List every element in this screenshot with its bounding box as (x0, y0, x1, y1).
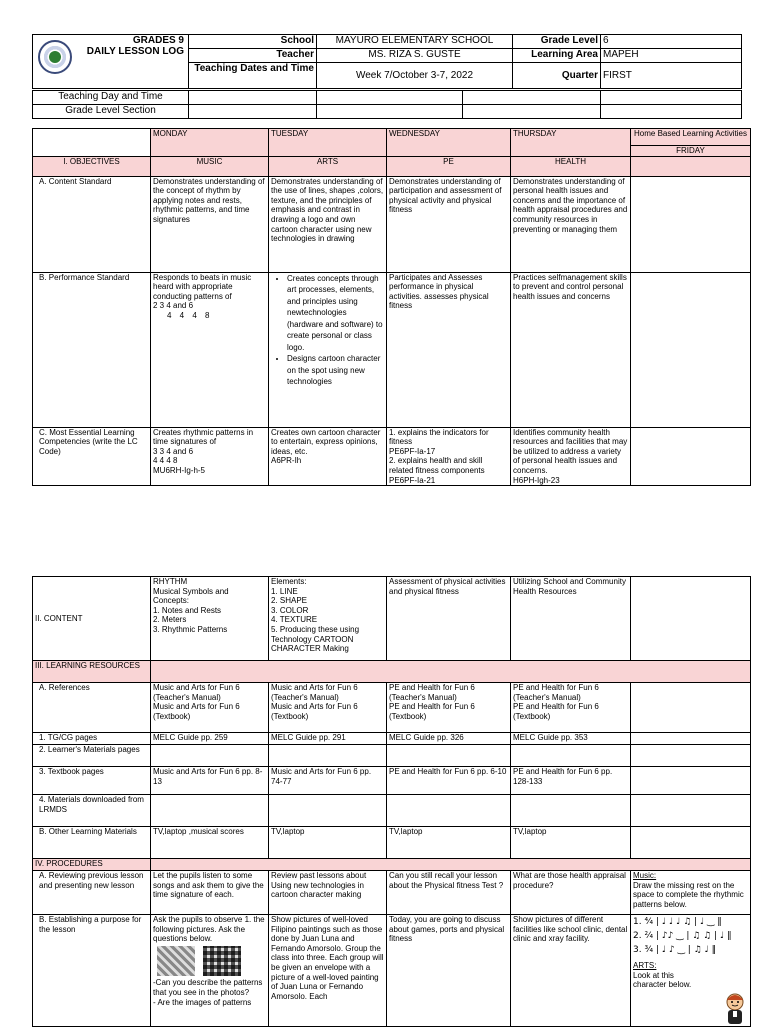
procedure-a-wed: Can you still recall your lesson about the Physical fitness Test ? (387, 871, 511, 915)
day-thursday: THURSDAY (511, 129, 631, 157)
content-tue-line: 2. SHAPE (271, 596, 308, 606)
learning-resources-label: III. LEARNING RESOURCES (33, 661, 151, 683)
competency-thu-code: H6PH-Igh-23 (513, 475, 560, 485)
other-materials-thu: TV,laptop (511, 827, 631, 859)
subject-health: HEALTH (511, 156, 631, 176)
content-standard-wed: Demonstrates understanding of participation and assessment of physical activity and physical fitness (387, 176, 511, 272)
learning-area-label: Learning Area (513, 49, 601, 63)
performance-mon-meter-bottom: 4 4 4 8 (167, 310, 210, 320)
content-standard-label: A. Content Standard (33, 176, 151, 272)
procedure-a-label: A. Reviewing previous lesson and presenting new lesson (33, 871, 151, 915)
textbook-pages-wed: PE and Health for Fun 6 pp. 6-10 (387, 767, 511, 795)
competency-wed-item: 1. explains the indicators for fitness (389, 427, 489, 447)
procedure-a-tue: Review past lessons about Using new technologies in cartoon character making (269, 871, 387, 915)
textbook-pages-thu: PE and Health for Fun 6 pp. 128-133 (511, 767, 631, 795)
ref-tue-item: Music and Arts for Fun 6 (Textbook) (271, 702, 358, 721)
procedure-b-mon-question: - Are the images of patterns (153, 997, 252, 1007)
ref-thu-item: PE and Health for Fun 6 (Textbook) (513, 702, 599, 721)
textbook-pages-label: 3. Textbook pages (33, 767, 151, 795)
ref-thu-item: PE and Health for Fun 6 (Teacher's Manual) (513, 683, 599, 702)
teacher-label: Teacher (189, 49, 317, 63)
ref-wed-item: PE and Health for Fun 6 (Textbook) (389, 702, 475, 721)
subject-music: MUSIC (151, 156, 269, 176)
learners-materials-label: 2. Learner's Materials pages (33, 745, 151, 767)
friday-arts-title: ARTS: (633, 961, 657, 970)
quarter-label: Quarter (513, 63, 601, 89)
pattern-photo-image (157, 946, 195, 976)
subject-arts: ARTS (269, 156, 387, 176)
performance-tue-item: • Creates concepts through art processes, elements, and principles using newtechnologies (hardware and software) to create personal or class logo. (287, 273, 384, 354)
other-materials-wed: TV,laptop (387, 827, 511, 859)
procedure-b-tue: Show pictures of well-loved Filipino paintings such as those done by Juan Luna and Fernando Amorsolo. Group the class into three. Each group will be given an envelope with a picture of a well-loved painting of Juan Luna or Fernando Amorsolo. Each (269, 915, 387, 1027)
header-table (32, 34, 742, 89)
learning-area-value: MAPEH (601, 49, 742, 63)
procedure-a-thu: What are those health appraisal procedure? (511, 871, 631, 915)
content-tue-line: 3. COLOR (271, 605, 309, 615)
grades-heading: GRADES 9 (132, 35, 184, 46)
procedure-b-thu: Show pictures of different facilities like school clinic, dental clinic and xray facility. (511, 915, 631, 1027)
competencies-label: C. Most Essential Learning Competencies (write the LC Code) (33, 427, 151, 486)
content-standard-tue: Demonstrates understanding of the use of lines, shapes ,colors, texture, and the principles of emphasis and contrast in drawing a logo and own cartoon character using new technologies in drawing (269, 176, 387, 272)
performance-mon-meter-top: 2 3 4 and 6 (153, 301, 194, 311)
ref-mon-item: Music and Arts for Fun 6 (Textbook) (153, 702, 240, 721)
tg-pages-wed: MELC Guide pp. 326 (387, 733, 511, 745)
other-materials-tue: TV,laptop (269, 827, 387, 859)
competency-wed-item: 2. explains health and skill related fitness components (389, 456, 485, 475)
cartoon-character-image (718, 992, 752, 1026)
home-based-heading: Home Based Learning Activities (634, 129, 747, 138)
content-mon-line: 1. Notes and Rests (153, 605, 222, 615)
competency-mon-text: Creates rhythmic patterns in time signatures of (153, 427, 254, 447)
tg-pages-mon: MELC Guide pp. 259 (151, 733, 269, 745)
log-title: DAILY LESSON LOG (86, 46, 184, 57)
tg-pages-label: 1. TG/CG pages (33, 733, 151, 745)
procedures-label: IV. PROCEDURES (33, 859, 151, 871)
quarter-value: FIRST (601, 63, 742, 89)
content-thu: Utilizing School and Community Health Resources (511, 577, 631, 661)
competency-wed-code: PE6PF-Ia-17 (389, 446, 436, 456)
competency-mon-meter-top: 3 3 4 and 6 (153, 446, 194, 456)
procedure-a-mon: Let the pupils listen to some songs and ask them to give the time signature of each. (151, 871, 269, 915)
objectives-table (32, 128, 751, 486)
content-tue-line: 5. Producing these using Technology CARTOON CHARACTER Making (271, 624, 360, 654)
performance-tue-item: • Designs cartoon character on the spot using new technologies (287, 353, 384, 388)
other-materials-mon: TV,laptop ,musical scores (151, 827, 269, 859)
rhythm-pattern-3: 3. ³⁄₄ | ♩ ♪ ‿ | ♫ ♩ ‖ (633, 945, 717, 955)
content-mon-line: 3. Rhythmic Patterns (153, 624, 228, 634)
content-standard-mon: Demonstrates understanding of the concept of rhythm by applying notes and rests, rhythmic patterns, and time signatures (151, 176, 269, 272)
competency-mon-code: MU6RH-Ig-h-5 (153, 465, 206, 475)
day-monday: MONDAY (151, 129, 269, 157)
content-table (32, 576, 751, 1027)
procedure-b-mon-question: -Can you describe the patterns that you see in the photos? (153, 978, 263, 997)
objectives-label: I. OBJECTIVES (33, 156, 151, 176)
competency-mon-meter-bottom: 4 4 4 8 (153, 456, 178, 466)
grade-section-label: Grade Level Section (33, 105, 189, 119)
day-tuesday: TUESDAY (269, 129, 387, 157)
content-tue-line: 1. LINE (271, 586, 298, 596)
school-value: MAYURO ELEMENTARY SCHOOL (317, 35, 513, 49)
teacher-value: MS. RIZA S. GUSTE (317, 49, 513, 63)
lrmds-label: 4. Materials downloaded from LRMDS (33, 795, 151, 827)
content-label: II. CONTENT (33, 577, 151, 661)
procedure-b-label: B. Establishing a purpose for the lesson (33, 915, 151, 1027)
friday-music-title: Music: (633, 871, 657, 880)
performance-tue-list (271, 273, 384, 388)
pattern-photo-image (203, 946, 241, 976)
content-tue-line: 4. TEXTURE (271, 615, 318, 625)
other-materials-label: B. Other Learning Materials (33, 827, 151, 859)
teaching-day-label: Teaching Day and Time (33, 91, 189, 105)
competency-tue-text: Creates own cartoon character to entertain, express opinions, ideas, etc. (271, 427, 381, 456)
friday-music-instruction: Draw the missing rest on the space to complete the rhythmic patterns below. (633, 880, 744, 909)
subject-pe: PE (387, 156, 511, 176)
ref-wed-item: PE and Health for Fun 6 (Teacher's Manual) (389, 683, 475, 702)
performance-mon-text: Responds to beats in music heard with appropriate conducting patterns of (153, 272, 252, 301)
tg-pages-thu: MELC Guide pp. 353 (511, 733, 631, 745)
competency-wed-code: PE6PF-Ia-21 (389, 475, 436, 485)
rhythm-pattern-1: 1. ⁴⁄₄ | ♩ ♩ ♩ ♫ | ♩ ‿ ‖ (633, 917, 722, 927)
performance-standard-label: B. Performance Standard (33, 272, 151, 427)
teaching-day-table (32, 90, 742, 119)
content-mon-line: 2. Meters (153, 615, 187, 625)
tg-pages-tue: MELC Guide pp. 291 (269, 733, 387, 745)
textbook-pages-mon: Music and Arts for Fun 6 pp. 8-13 (151, 767, 269, 795)
procedure-b-wed: Today, you are going to discuss about games, ports and physical fitness (387, 915, 511, 1027)
day-friday: FRIDAY (631, 145, 750, 156)
competency-tue-code: A6PR-Ih (271, 456, 302, 466)
ref-tue-item: Music and Arts for Fun 6 (Teacher's Manual) (271, 683, 358, 702)
content-standard-thu: Demonstrates understanding of personal health issues and concerns and the importance of health appraisal procedures and community resources in preventing or managing them (511, 176, 631, 272)
grade-level-label: Grade Level (513, 35, 601, 49)
dates-label: Teaching Dates and Time (189, 63, 317, 89)
rhythm-pattern-2: 2. ²⁄₄ | ♪♪ ‿ | ♫ ♫ | ♩ ‖ (633, 931, 732, 941)
competency-thu-text: Identifies community health resources and facilities that may be utilized to address a variety of personal health issues and concerns. (513, 427, 628, 475)
school-label: School (189, 35, 317, 49)
procedure-b-mon-text: Ask the pupils to observe 1. the following pictures. Ask the questions below. (153, 915, 265, 944)
friday-arts-instruction: Look at this character below. (633, 970, 692, 990)
pattern-photos (153, 944, 266, 979)
textbook-pages-tue: Music and Arts for Fun 6 pp. 74-77 (269, 767, 387, 795)
ref-mon-item: Music and Arts for Fun 6 (Teacher's Manual) (153, 683, 240, 702)
dates-value: Week 7/October 3-7, 2022 (317, 63, 513, 89)
content-tue-line: Elements: (271, 577, 307, 586)
grade-level-value: 6 (601, 35, 742, 49)
day-wednesday: WEDNESDAY (387, 129, 511, 157)
content-mon-line: Musical Symbols and Concepts: (153, 586, 229, 606)
content-wed: Assessment of physical activities and physical fitness (387, 577, 511, 661)
performance-thu: Practices selfmanagement skills to prevent and control personal health issues and concerns (511, 272, 631, 427)
performance-wed: Participates and Assesses performance in physical activities. assesses physical fitness (387, 272, 511, 427)
content-mon-line: RHYTHM (153, 577, 188, 586)
references-label: A. References (33, 683, 151, 733)
